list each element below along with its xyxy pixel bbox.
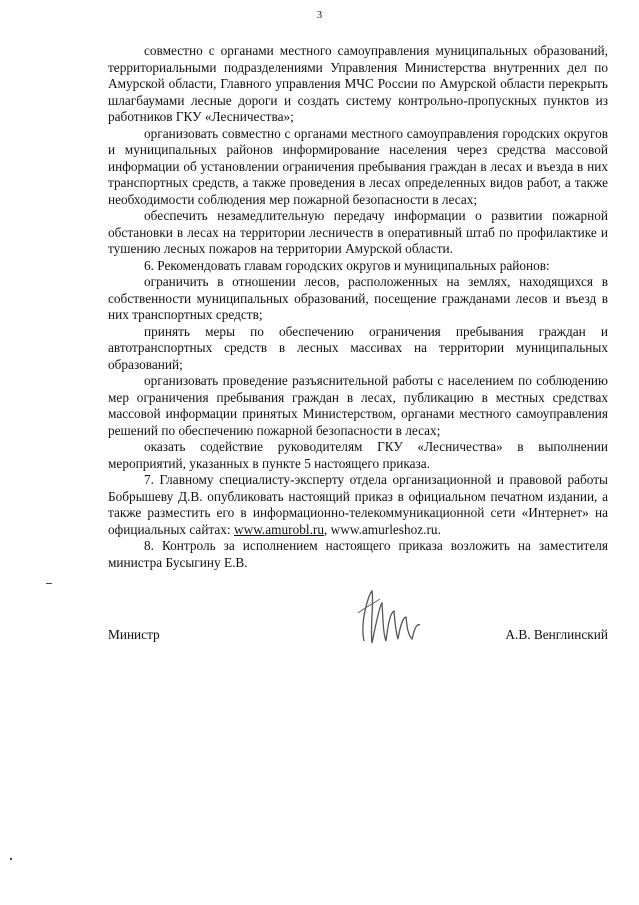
paragraph: оказать содействие руководителям ГКУ «Лесничества» в выполнении мероприятий, указанных в пункте 5 настоящего приказа. [108,439,608,471]
paragraph: организовать проведение разъяснительной работы с населением по соблюдению мер ограничения пребывания граждан в лесах, публикацию в местных средствах массовой информации принятых Министерством, органами местного самоуправления решений по обеспечению пожарной безопасности в лесах; [108,373,608,438]
link-separator: , [323,521,331,537]
paragraph: совместно с органами местного самоуправления муниципальных образований, территориальными подразделениями Управления Министерства внутренних дел по Амурской области, Главного управления МЧС России по Амурской области перекрыть шлагбаумами лесные дороги и создать систему контрольно-пропускных пунктов из работников ГКУ «Лесничества»; [108,43,608,124]
paragraph: принять меры по обеспечению ограничения пребывания граждан и автотранспортных средств в лесных массивах на территории муниципальных образований; [108,323,608,372]
paragraph-with-links [108,472,608,538]
signatory-name: А.В. Венглинский [505,627,608,642]
signature-row [108,627,608,649]
paragraph: 6. Рекомендовать главам городских округов и муниципальных районов: [144,257,550,273]
paragraph-text: 7. Главному специалисту-эксперту отдела организационной и правовой работы Бобрышеву Д.В. опубликовать настоящий приказ в официальном печатном издании, а также разместить его в информационно-телекоммуникационной сети «Интернет» на официальных сайтах: [108,472,608,537]
paragraph: организовать совместно с органами местного самоуправления городских округов и муниципальных районов информирование населения через средства массовой информации об установлении ограничения пребывания граждан в лесах и въезда в них транспортных средств, а также проведения в лесах определенных видов работ, а также необходимости соблюдения мер пожарной безопасности в лесах; [108,125,608,207]
link-amurleshoz[interactable]: www.amurleshoz.ru [330,521,438,537]
margin-mark [46,583,52,584]
paragraph: обеспечить незамедлительную передачу информации о развитии пожарной обстановки в лесах на территории лесничеств в оперативный штаб по профилактике и тушению лесных пожаров на территории Амурской области. [108,208,608,256]
paragraph-end: . [437,521,441,537]
paragraph: 8. Контроль за исполнением настоящего приказа возложить на заместителя министра Бусыгину Е.В. [108,538,608,570]
signatory-title: Министр [108,627,160,642]
page-number: 3 [316,10,323,21]
paragraph: ограничить в отношении лесов, расположенных на землях, находящихся в собственности муниципальных образований, посещение гражданами лесов и въезд в них транспортных средств; [108,274,608,322]
margin-mark [10,858,12,860]
link-amurobl[interactable]: www.amurobl.ru [233,521,324,537]
document-body [108,43,608,571]
